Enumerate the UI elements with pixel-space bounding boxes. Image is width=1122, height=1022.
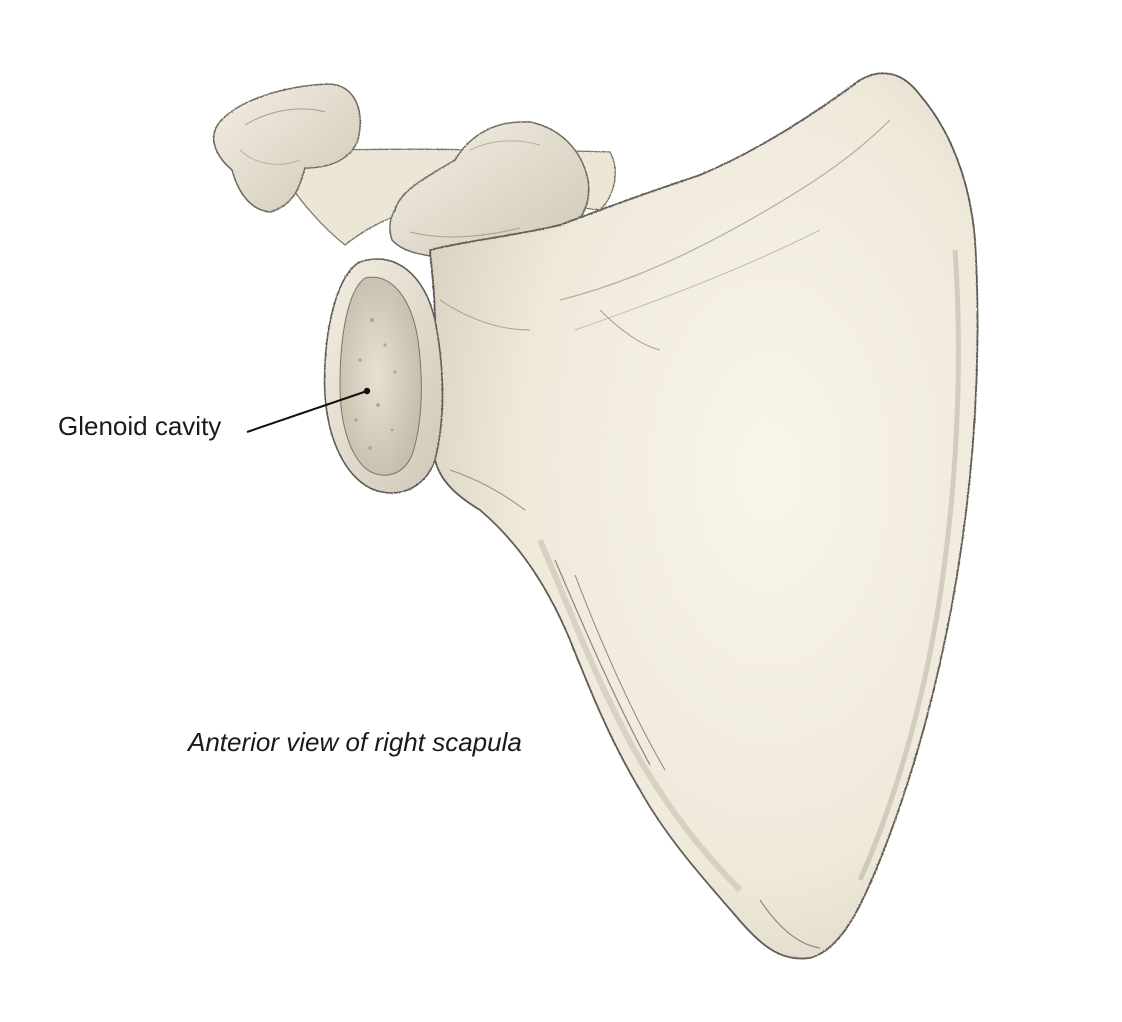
leader-dot bbox=[364, 388, 370, 394]
figure-caption: Anterior view of right scapula bbox=[188, 727, 522, 757]
glenoid-cavity-callout bbox=[58, 388, 370, 441]
glenoid-cavity bbox=[325, 259, 443, 493]
glenoid-cavity-label: Glenoid cavity bbox=[58, 411, 222, 441]
